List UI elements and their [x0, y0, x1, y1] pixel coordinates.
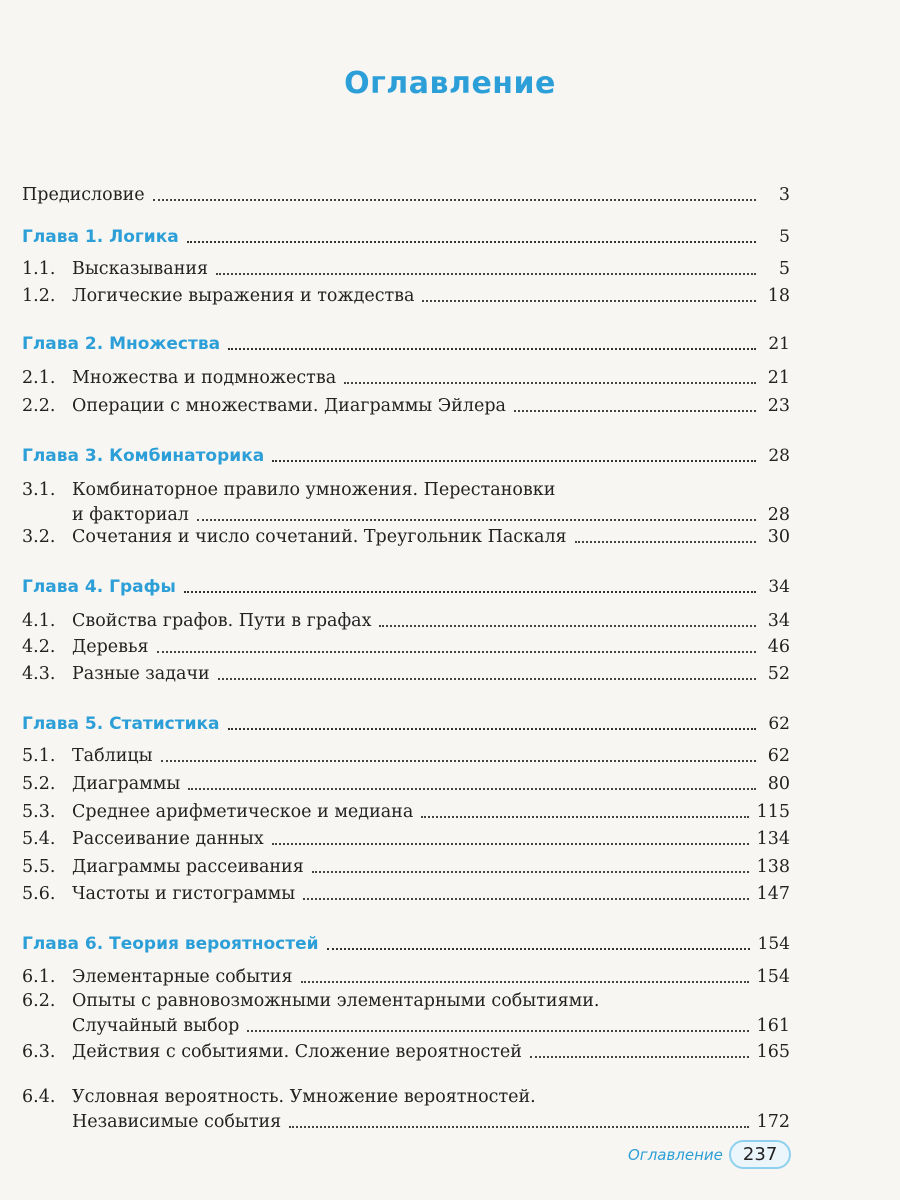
dot-leader — [575, 541, 756, 543]
toc-entry-label: Предисловие — [22, 185, 145, 205]
toc-entry-page: 138 — [756, 857, 790, 877]
toc-entry-number: 5.1. — [22, 746, 56, 766]
toc-entry-page: 34 — [767, 611, 790, 631]
toc-entry-page: 5 — [778, 259, 790, 279]
toc-entry-page: 62 — [767, 746, 790, 766]
toc-entry-page: 28 — [768, 446, 790, 466]
toc-entry-label: Условная вероятность. Умножение вероятностей. — [72, 1087, 536, 1107]
toc-entry[interactable] — [22, 772, 790, 796]
dot-leader — [272, 843, 749, 845]
toc-entry-label: Логические выражения и тождества — [72, 286, 415, 306]
toc-chapter-label: Глава 6. Теория вероятностей — [22, 934, 319, 954]
dot-leader — [247, 1030, 748, 1032]
dot-leader — [218, 678, 756, 680]
toc-entry-page: 62 — [768, 714, 790, 734]
toc-entry-page: 154 — [756, 967, 790, 987]
toc-entry-page: 28 — [767, 505, 790, 525]
toc-entry[interactable] — [22, 366, 790, 390]
dot-leader — [514, 410, 756, 412]
toc-chapter[interactable] — [22, 332, 790, 356]
footer-page-number: 237 — [729, 1140, 791, 1169]
dot-leader — [197, 519, 756, 521]
dot-leader — [188, 788, 756, 790]
toc-chapter[interactable] — [22, 225, 790, 249]
toc-entry[interactable] — [22, 1110, 790, 1134]
toc-chapter[interactable] — [22, 712, 790, 736]
toc-entry-page: 52 — [767, 664, 790, 684]
toc-entry-number: 5.2. — [22, 774, 56, 794]
toc-entry-first-line — [22, 478, 790, 502]
toc-entry[interactable] — [22, 635, 790, 659]
toc-chapter[interactable] — [22, 575, 790, 599]
toc-entry-number: 4.3. — [22, 664, 56, 684]
toc-entry-number: 3.1. — [22, 480, 56, 500]
toc-chapter[interactable] — [22, 444, 790, 468]
toc-entry-page: 134 — [756, 829, 790, 849]
toc-entry-label-continuation: Случайный выбор — [72, 1016, 240, 1036]
toc-entry-number: 5.3. — [22, 802, 56, 822]
dot-leader — [216, 273, 756, 275]
toc-entry-number: 6.4. — [22, 1087, 56, 1107]
dot-leader — [161, 760, 756, 762]
dot-leader — [327, 948, 750, 950]
toc-entry-number: 3.2. — [22, 527, 56, 547]
toc-chapter-label: Глава 1. Логика — [22, 227, 179, 247]
toc-entry-number: 1.1. — [22, 259, 56, 279]
toc-chapter-label: Глава 3. Комбинаторика — [22, 446, 265, 466]
toc-entry-page: 147 — [756, 884, 790, 904]
toc-entry-number: 1.2. — [22, 286, 56, 306]
toc-entry-label: Разные задачи — [72, 664, 210, 684]
toc-chapter[interactable] — [22, 932, 790, 956]
toc-entry-label-continuation: Независимые события — [72, 1112, 282, 1132]
toc-chapter-label: Глава 2. Множества — [22, 334, 221, 354]
toc-entry-number: 6.3. — [22, 1042, 56, 1062]
toc-entry-page: 172 — [756, 1112, 790, 1132]
toc-entry-page: 21 — [767, 368, 790, 388]
toc-entry-label: Сочетания и число сочетаний. Треугольник Паскаля — [72, 527, 567, 547]
toc-entry-label: Опыты с равновозможными элементарными событиями. — [72, 991, 600, 1011]
toc-entry[interactable] — [22, 394, 790, 418]
dot-leader — [157, 651, 756, 653]
toc-entry-page: 5 — [779, 227, 790, 247]
toc-entry-label: Диаграммы рассеивания — [72, 857, 304, 877]
toc-entry-page: 34 — [768, 577, 790, 597]
toc-entry[interactable] — [22, 257, 790, 281]
dot-leader — [344, 382, 756, 384]
dot-leader — [289, 1126, 748, 1128]
toc-entry-label: Высказывания — [72, 259, 209, 279]
toc-entry-number: 2.2. — [22, 396, 56, 416]
toc-entry-label: Свойства графов. Пути в графах — [72, 611, 372, 631]
toc-entry-page: 80 — [767, 774, 790, 794]
toc-entry[interactable] — [22, 284, 790, 308]
toc-entry-page: 165 — [756, 1042, 790, 1062]
toc-entry-number: 2.1. — [22, 368, 56, 388]
dot-leader — [272, 460, 756, 462]
toc-entry-label: Среднее арифметическое и медиана — [72, 802, 414, 822]
toc-entry-label: Частоты и гистограммы — [72, 884, 296, 904]
toc-entry-page: 161 — [756, 1016, 790, 1036]
toc-entry-number: 5.5. — [22, 857, 56, 877]
dot-leader — [379, 625, 756, 627]
toc-entry-label: Операции с множествами. Диаграммы Эйлера — [72, 396, 506, 416]
toc-entry[interactable] — [22, 800, 790, 824]
dot-leader — [421, 816, 748, 818]
toc-entry-number: 4.2. — [22, 637, 56, 657]
toc-entry-page: 46 — [767, 637, 790, 657]
toc-entry-page: 18 — [767, 286, 790, 306]
toc-entry[interactable] — [22, 662, 790, 686]
toc-entry-label: Деревья — [72, 637, 149, 657]
toc-entry[interactable] — [22, 503, 790, 527]
toc-entry[interactable] — [22, 1014, 790, 1038]
toc-entry-number: 6.1. — [22, 967, 56, 987]
toc-entry-label: Таблицы — [72, 746, 153, 766]
dot-leader — [530, 1056, 749, 1058]
dot-leader — [228, 728, 756, 730]
toc-entry-label-continuation: и факториал — [72, 505, 189, 525]
toc-entry[interactable] — [22, 525, 790, 549]
dot-leader — [303, 898, 748, 900]
toc-entry-page: 21 — [768, 334, 790, 354]
toc-entry-label: Диаграммы — [72, 774, 181, 794]
toc-entry-first-line — [22, 1085, 790, 1109]
toc-entry[interactable] — [22, 882, 790, 906]
toc-entry-number: 5.6. — [22, 884, 56, 904]
toc-entry-label: Комбинаторное правило умножения. Перестановки — [72, 480, 556, 500]
toc-entry-page: 3 — [778, 185, 790, 205]
dot-leader — [422, 300, 756, 302]
toc-entry-label: Действия с событиями. Сложение вероятностей — [72, 1042, 522, 1062]
dot-leader — [187, 241, 756, 243]
toc-entry-number: 5.4. — [22, 829, 56, 849]
toc-entry-label: Элементарные события — [72, 967, 293, 987]
toc-entry-page: 115 — [756, 802, 790, 822]
toc-entry[interactable] — [22, 609, 790, 633]
toc-entry-page: 154 — [757, 934, 790, 954]
dot-leader — [301, 981, 749, 983]
toc-entry-number: 4.1. — [22, 611, 56, 631]
dot-leader — [184, 591, 756, 593]
page-title: Оглавление — [344, 66, 556, 101]
dot-leader — [153, 199, 756, 201]
toc-entry[interactable] — [22, 744, 790, 768]
toc-entry-first-line — [22, 989, 790, 1013]
toc-entry-label: Множества и подмножества — [72, 368, 337, 388]
toc-entry[interactable] — [22, 855, 790, 879]
toc-entry-page: 23 — [767, 396, 790, 416]
dot-leader — [312, 871, 749, 873]
toc-entry[interactable] — [22, 183, 790, 207]
toc-entry-number: 6.2. — [22, 991, 56, 1011]
toc-chapter-label: Глава 4. Графы — [22, 577, 176, 597]
footer-label: Оглавление — [628, 1145, 723, 1164]
toc-entry[interactable] — [22, 1040, 790, 1064]
toc-chapter-label: Глава 5. Статистика — [22, 714, 220, 734]
toc-entry[interactable] — [22, 965, 790, 989]
toc-entry[interactable] — [22, 827, 790, 851]
toc-entry-label: Рассеивание данных — [72, 829, 264, 849]
page-footer — [628, 1140, 791, 1169]
toc-entry-page: 30 — [767, 527, 790, 547]
dot-leader — [228, 348, 756, 350]
